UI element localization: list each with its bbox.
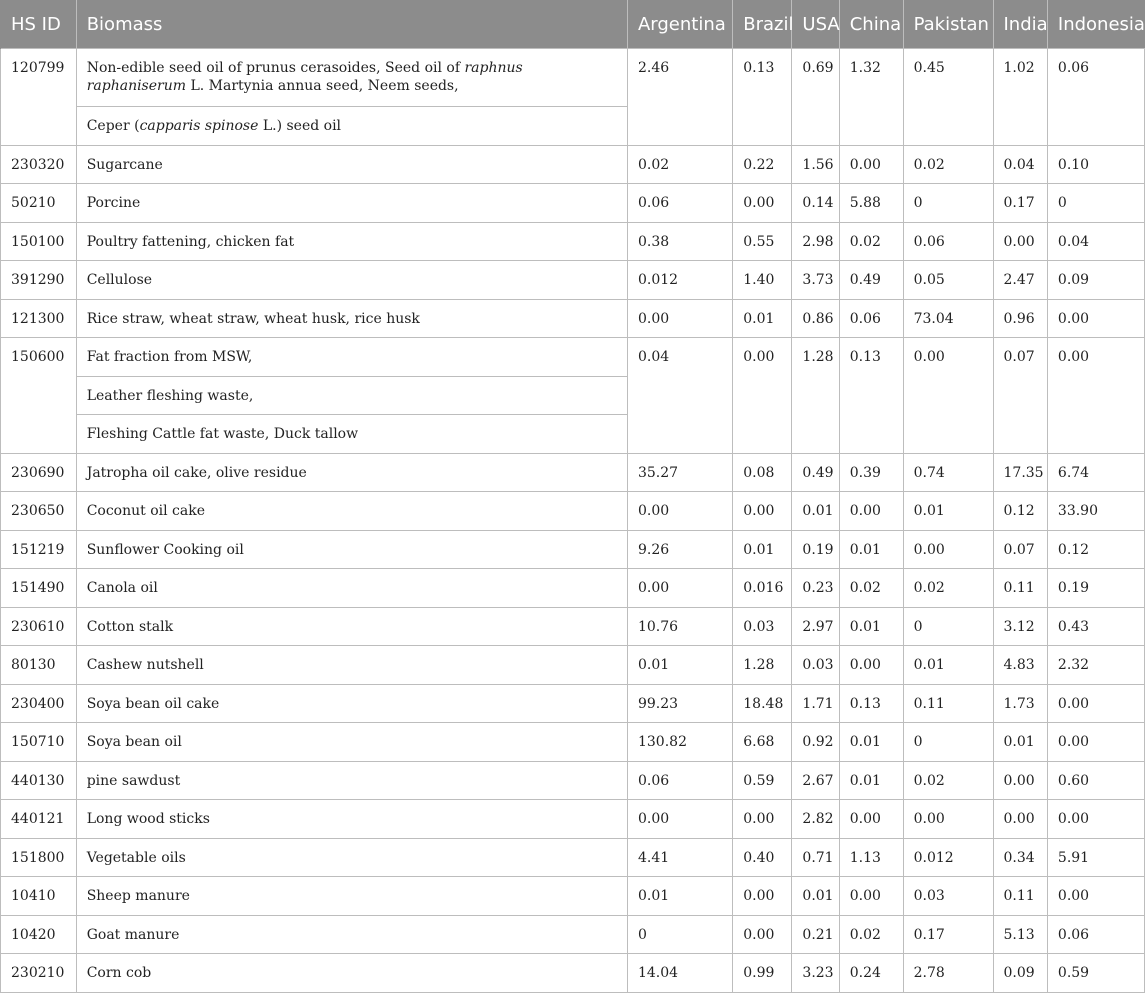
biomass-cell: Vegetable oils: [76, 838, 627, 877]
value-brazil: 0.08: [733, 453, 792, 492]
value-brazil: 0.00: [733, 877, 792, 916]
value-pakistan: 0.74: [903, 453, 993, 492]
value-pakistan: 0.03: [903, 877, 993, 916]
value-india: 2.47: [993, 261, 1047, 300]
biomass-cell: Soya bean oil cake: [76, 684, 627, 723]
table-row: [1, 954, 1145, 993]
value-usa: 0.23: [792, 569, 839, 608]
table-row: [1, 222, 1145, 261]
value-pakistan: 2.78: [903, 954, 993, 993]
value-china: 1.13: [839, 838, 903, 877]
value-argentina: 0.00: [627, 492, 732, 531]
value-pakistan: 0.00: [903, 338, 993, 454]
hs-id-cell: 440121: [1, 800, 77, 839]
value-india: 0.12: [993, 492, 1047, 531]
value-china: 0.24: [839, 954, 903, 993]
value-indonesia: 0: [1047, 184, 1144, 223]
value-argentina: 0.00: [627, 569, 732, 608]
value-indonesia: 0.00: [1047, 877, 1144, 916]
value-china: 0.01: [839, 761, 903, 800]
hs-id-cell: 151800: [1, 838, 77, 877]
value-argentina: 0.01: [627, 877, 732, 916]
value-indonesia: 0.09: [1047, 261, 1144, 300]
table-row: [1, 338, 1145, 377]
value-brazil: 0.016: [733, 569, 792, 608]
header-row: [1, 0, 1145, 49]
biomass-cell: Soya bean oil: [76, 723, 627, 762]
biomass-cell: Corn cob: [76, 954, 627, 993]
value-pakistan: 0: [903, 184, 993, 223]
value-usa: 0.01: [792, 492, 839, 531]
value-brazil: 0.00: [733, 915, 792, 954]
hs-id-cell: 230210: [1, 954, 77, 993]
value-indonesia: 0.43: [1047, 607, 1144, 646]
value-brazil: 0.59: [733, 761, 792, 800]
biomass-cell: Sugarcane: [76, 145, 627, 184]
table-row: [1, 607, 1145, 646]
hs-id-cell: 150100: [1, 222, 77, 261]
value-indonesia: 2.32: [1047, 646, 1144, 685]
value-india: 0.09: [993, 954, 1047, 993]
value-india: 4.83: [993, 646, 1047, 685]
value-india: 5.13: [993, 915, 1047, 954]
value-indonesia: 0.00: [1047, 299, 1144, 338]
value-brazil: 1.40: [733, 261, 792, 300]
value-argentina: 0.01: [627, 646, 732, 685]
value-brazil: 0.00: [733, 800, 792, 839]
biomass-cell: Porcine: [76, 184, 627, 223]
value-usa: 2.67: [792, 761, 839, 800]
hs-id-cell: 10420: [1, 915, 77, 954]
value-brazil: 0.00: [733, 492, 792, 531]
value-usa: 0.49: [792, 453, 839, 492]
value-pakistan: 0.02: [903, 145, 993, 184]
value-usa: 2.97: [792, 607, 839, 646]
hs-id-cell: 121300: [1, 299, 77, 338]
value-usa: 0.14: [792, 184, 839, 223]
value-indonesia: 33.90: [1047, 492, 1144, 531]
value-india: 1.73: [993, 684, 1047, 723]
biomass-cell: [76, 49, 627, 107]
value-usa: 0.01: [792, 877, 839, 916]
biomass-cell: Sheep manure: [76, 877, 627, 916]
hs-id-cell: 50210: [1, 184, 77, 223]
value-argentina: 0: [627, 915, 732, 954]
header-argentina: Argentina: [627, 0, 732, 49]
biomass-text: L.) seed oil: [258, 118, 342, 134]
hs-id-cell: 230320: [1, 145, 77, 184]
value-usa: 0.03: [792, 646, 839, 685]
biomass-italic: capparis spinose: [139, 118, 259, 134]
table-row: [1, 49, 1145, 107]
hs-id-cell: 230400: [1, 684, 77, 723]
value-usa: 2.82: [792, 800, 839, 839]
value-india: 0.04: [993, 145, 1047, 184]
value-china: 0.00: [839, 646, 903, 685]
value-china: 0.02: [839, 915, 903, 954]
value-brazil: 0.00: [733, 184, 792, 223]
value-china: 0.13: [839, 338, 903, 454]
table-row: [1, 530, 1145, 569]
value-argentina: 0.012: [627, 261, 732, 300]
value-brazil: 0.55: [733, 222, 792, 261]
value-china: 0.49: [839, 261, 903, 300]
biomass-italic: raphaniserum: [86, 78, 187, 94]
value-china: 0.13: [839, 684, 903, 723]
value-indonesia: 0.10: [1047, 145, 1144, 184]
value-china: 0.02: [839, 569, 903, 608]
value-china: 0.39: [839, 453, 903, 492]
value-usa: 1.71: [792, 684, 839, 723]
value-indonesia: 0.00: [1047, 723, 1144, 762]
value-argentina: 4.41: [627, 838, 732, 877]
value-india: 0.07: [993, 530, 1047, 569]
value-brazil: 18.48: [733, 684, 792, 723]
header-indonesia: Indonesia: [1047, 0, 1144, 49]
header-pakistan: Pakistan: [903, 0, 993, 49]
value-argentina: 130.82: [627, 723, 732, 762]
value-usa: 0.19: [792, 530, 839, 569]
value-usa: 1.28: [792, 338, 839, 454]
biomass-cell: Sunflower Cooking oil: [76, 530, 627, 569]
header-brazil: Brazil: [733, 0, 792, 49]
value-india: 0.34: [993, 838, 1047, 877]
hs-id-cell: 150600: [1, 338, 77, 454]
value-china: 0.02: [839, 222, 903, 261]
value-usa: 0.86: [792, 299, 839, 338]
table-row: [1, 723, 1145, 762]
header-hs-id: HS ID: [1, 0, 77, 49]
hs-id-cell: 230650: [1, 492, 77, 531]
value-argentina: 99.23: [627, 684, 732, 723]
table-row: [1, 800, 1145, 839]
value-usa: 3.23: [792, 954, 839, 993]
value-china: 0.01: [839, 530, 903, 569]
value-pakistan: 73.04: [903, 299, 993, 338]
hs-id-cell: 120799: [1, 49, 77, 146]
biomass-text: Ceper (: [86, 118, 140, 134]
value-indonesia: 0.12: [1047, 530, 1144, 569]
value-pakistan: 0.05: [903, 261, 993, 300]
value-india: 3.12: [993, 607, 1047, 646]
value-india: 0.00: [993, 761, 1047, 800]
value-indonesia: 0.00: [1047, 684, 1144, 723]
value-india: 0.11: [993, 569, 1047, 608]
table-row: [1, 761, 1145, 800]
table-row: [1, 569, 1145, 608]
biomass-cell: Cotton stalk: [76, 607, 627, 646]
value-pakistan: 0.00: [903, 530, 993, 569]
hs-id-cell: 230610: [1, 607, 77, 646]
biomass-text: L. Martynia annua seed, Neem seeds,: [186, 78, 459, 94]
hs-id-cell: 80130: [1, 646, 77, 685]
value-india: 0.96: [993, 299, 1047, 338]
value-indonesia: 0.60: [1047, 761, 1144, 800]
biomass-cell: Cashew nutshell: [76, 646, 627, 685]
value-usa: 2.98: [792, 222, 839, 261]
biomass-cell: Jatropha oil cake, olive residue: [76, 453, 627, 492]
biomass-cell: Coconut oil cake: [76, 492, 627, 531]
hs-id-cell: 440130: [1, 761, 77, 800]
header-india: India: [993, 0, 1047, 49]
hs-id-cell: 151490: [1, 569, 77, 608]
value-indonesia: 0.59: [1047, 954, 1144, 993]
value-pakistan: 0.02: [903, 569, 993, 608]
value-china: 0.00: [839, 877, 903, 916]
header-usa: USA: [792, 0, 839, 49]
table-row: [1, 184, 1145, 223]
value-pakistan: 0.17: [903, 915, 993, 954]
value-argentina: 2.46: [627, 49, 732, 146]
value-usa: 0.69: [792, 49, 839, 146]
value-brazil: 6.68: [733, 723, 792, 762]
value-usa: 0.92: [792, 723, 839, 762]
biomass-cell: Rice straw, wheat straw, wheat husk, rice husk: [76, 299, 627, 338]
value-argentina: 9.26: [627, 530, 732, 569]
value-brazil: 0.00: [733, 338, 792, 454]
value-pakistan: 0.01: [903, 492, 993, 531]
table-row: [1, 299, 1145, 338]
table-row: [1, 684, 1145, 723]
biomass-cell: Fat fraction from MSW,: [76, 338, 627, 377]
table-row: [1, 877, 1145, 916]
value-india: 0.07: [993, 338, 1047, 454]
value-china: 0.01: [839, 723, 903, 762]
biomass-cell: [76, 107, 627, 146]
table-row: [1, 453, 1145, 492]
value-argentina: 35.27: [627, 453, 732, 492]
value-brazil: 0.01: [733, 530, 792, 569]
value-argentina: 0.06: [627, 184, 732, 223]
hs-id-cell: 391290: [1, 261, 77, 300]
value-argentina: 14.04: [627, 954, 732, 993]
value-india: 0.00: [993, 800, 1047, 839]
biomass-cell: Leather fleshing waste,: [76, 376, 627, 415]
value-china: 5.88: [839, 184, 903, 223]
value-usa: 1.56: [792, 145, 839, 184]
value-pakistan: 0.06: [903, 222, 993, 261]
value-indonesia: 0.19: [1047, 569, 1144, 608]
value-china: 0.06: [839, 299, 903, 338]
value-brazil: 0.01: [733, 299, 792, 338]
value-china: 0.00: [839, 145, 903, 184]
value-india: 0.17: [993, 184, 1047, 223]
value-indonesia: 5.91: [1047, 838, 1144, 877]
biomass-cell: Fleshing Cattle fat waste, Duck tallow: [76, 415, 627, 454]
value-pakistan: 0: [903, 723, 993, 762]
value-brazil: 0.99: [733, 954, 792, 993]
value-indonesia: 6.74: [1047, 453, 1144, 492]
value-argentina: 0.38: [627, 222, 732, 261]
header-biomass: Biomass: [76, 0, 627, 49]
value-pakistan: 0.02: [903, 761, 993, 800]
table-row: [1, 261, 1145, 300]
value-argentina: 0.00: [627, 299, 732, 338]
value-brazil: 0.03: [733, 607, 792, 646]
biomass-cell: Canola oil: [76, 569, 627, 608]
hs-id-cell: 150710: [1, 723, 77, 762]
biomass-cell: Long wood sticks: [76, 800, 627, 839]
value-china: 0.00: [839, 800, 903, 839]
value-indonesia: 0.00: [1047, 338, 1144, 454]
table-row: [1, 492, 1145, 531]
hs-id-cell: 230690: [1, 453, 77, 492]
value-china: 0.00: [839, 492, 903, 531]
value-indonesia: 0.04: [1047, 222, 1144, 261]
value-pakistan: 0: [903, 607, 993, 646]
value-pakistan: 0.012: [903, 838, 993, 877]
biomass-cell: Cellulose: [76, 261, 627, 300]
value-pakistan: 0.00: [903, 800, 993, 839]
biomass-cell: Poultry fattening, chicken fat: [76, 222, 627, 261]
table-row: [1, 915, 1145, 954]
value-india: 0.00: [993, 222, 1047, 261]
value-usa: 0.21: [792, 915, 839, 954]
hs-id-cell: 151219: [1, 530, 77, 569]
value-argentina: 0.04: [627, 338, 732, 454]
value-usa: 0.71: [792, 838, 839, 877]
value-china: 1.32: [839, 49, 903, 146]
value-pakistan: 0.11: [903, 684, 993, 723]
table-row: [1, 646, 1145, 685]
value-argentina: 0.02: [627, 145, 732, 184]
value-argentina: 0.00: [627, 800, 732, 839]
value-indonesia: 0.00: [1047, 800, 1144, 839]
biomass-cell: Goat manure: [76, 915, 627, 954]
value-brazil: 1.28: [733, 646, 792, 685]
biomass-italic: raphnus: [464, 60, 523, 76]
value-brazil: 0.13: [733, 49, 792, 146]
value-usa: 3.73: [792, 261, 839, 300]
value-india: 0.11: [993, 877, 1047, 916]
value-pakistan: 0.01: [903, 646, 993, 685]
table-row: [1, 145, 1145, 184]
value-india: 1.02: [993, 49, 1047, 146]
hs-id-cell: 10410: [1, 877, 77, 916]
value-indonesia: 0.06: [1047, 915, 1144, 954]
biomass-cell: pine sawdust: [76, 761, 627, 800]
value-india: 0.01: [993, 723, 1047, 762]
value-brazil: 0.40: [733, 838, 792, 877]
value-argentina: 0.06: [627, 761, 732, 800]
value-brazil: 0.22: [733, 145, 792, 184]
header-china: China: [839, 0, 903, 49]
value-indonesia: 0.06: [1047, 49, 1144, 146]
value-china: 0.01: [839, 607, 903, 646]
value-argentina: 10.76: [627, 607, 732, 646]
table-row: [1, 838, 1145, 877]
value-india: 17.35: [993, 453, 1047, 492]
value-pakistan: 0.45: [903, 49, 993, 146]
biomass-text: Non-edible seed oil of prunus cerasoides, Seed oil of: [86, 60, 465, 76]
